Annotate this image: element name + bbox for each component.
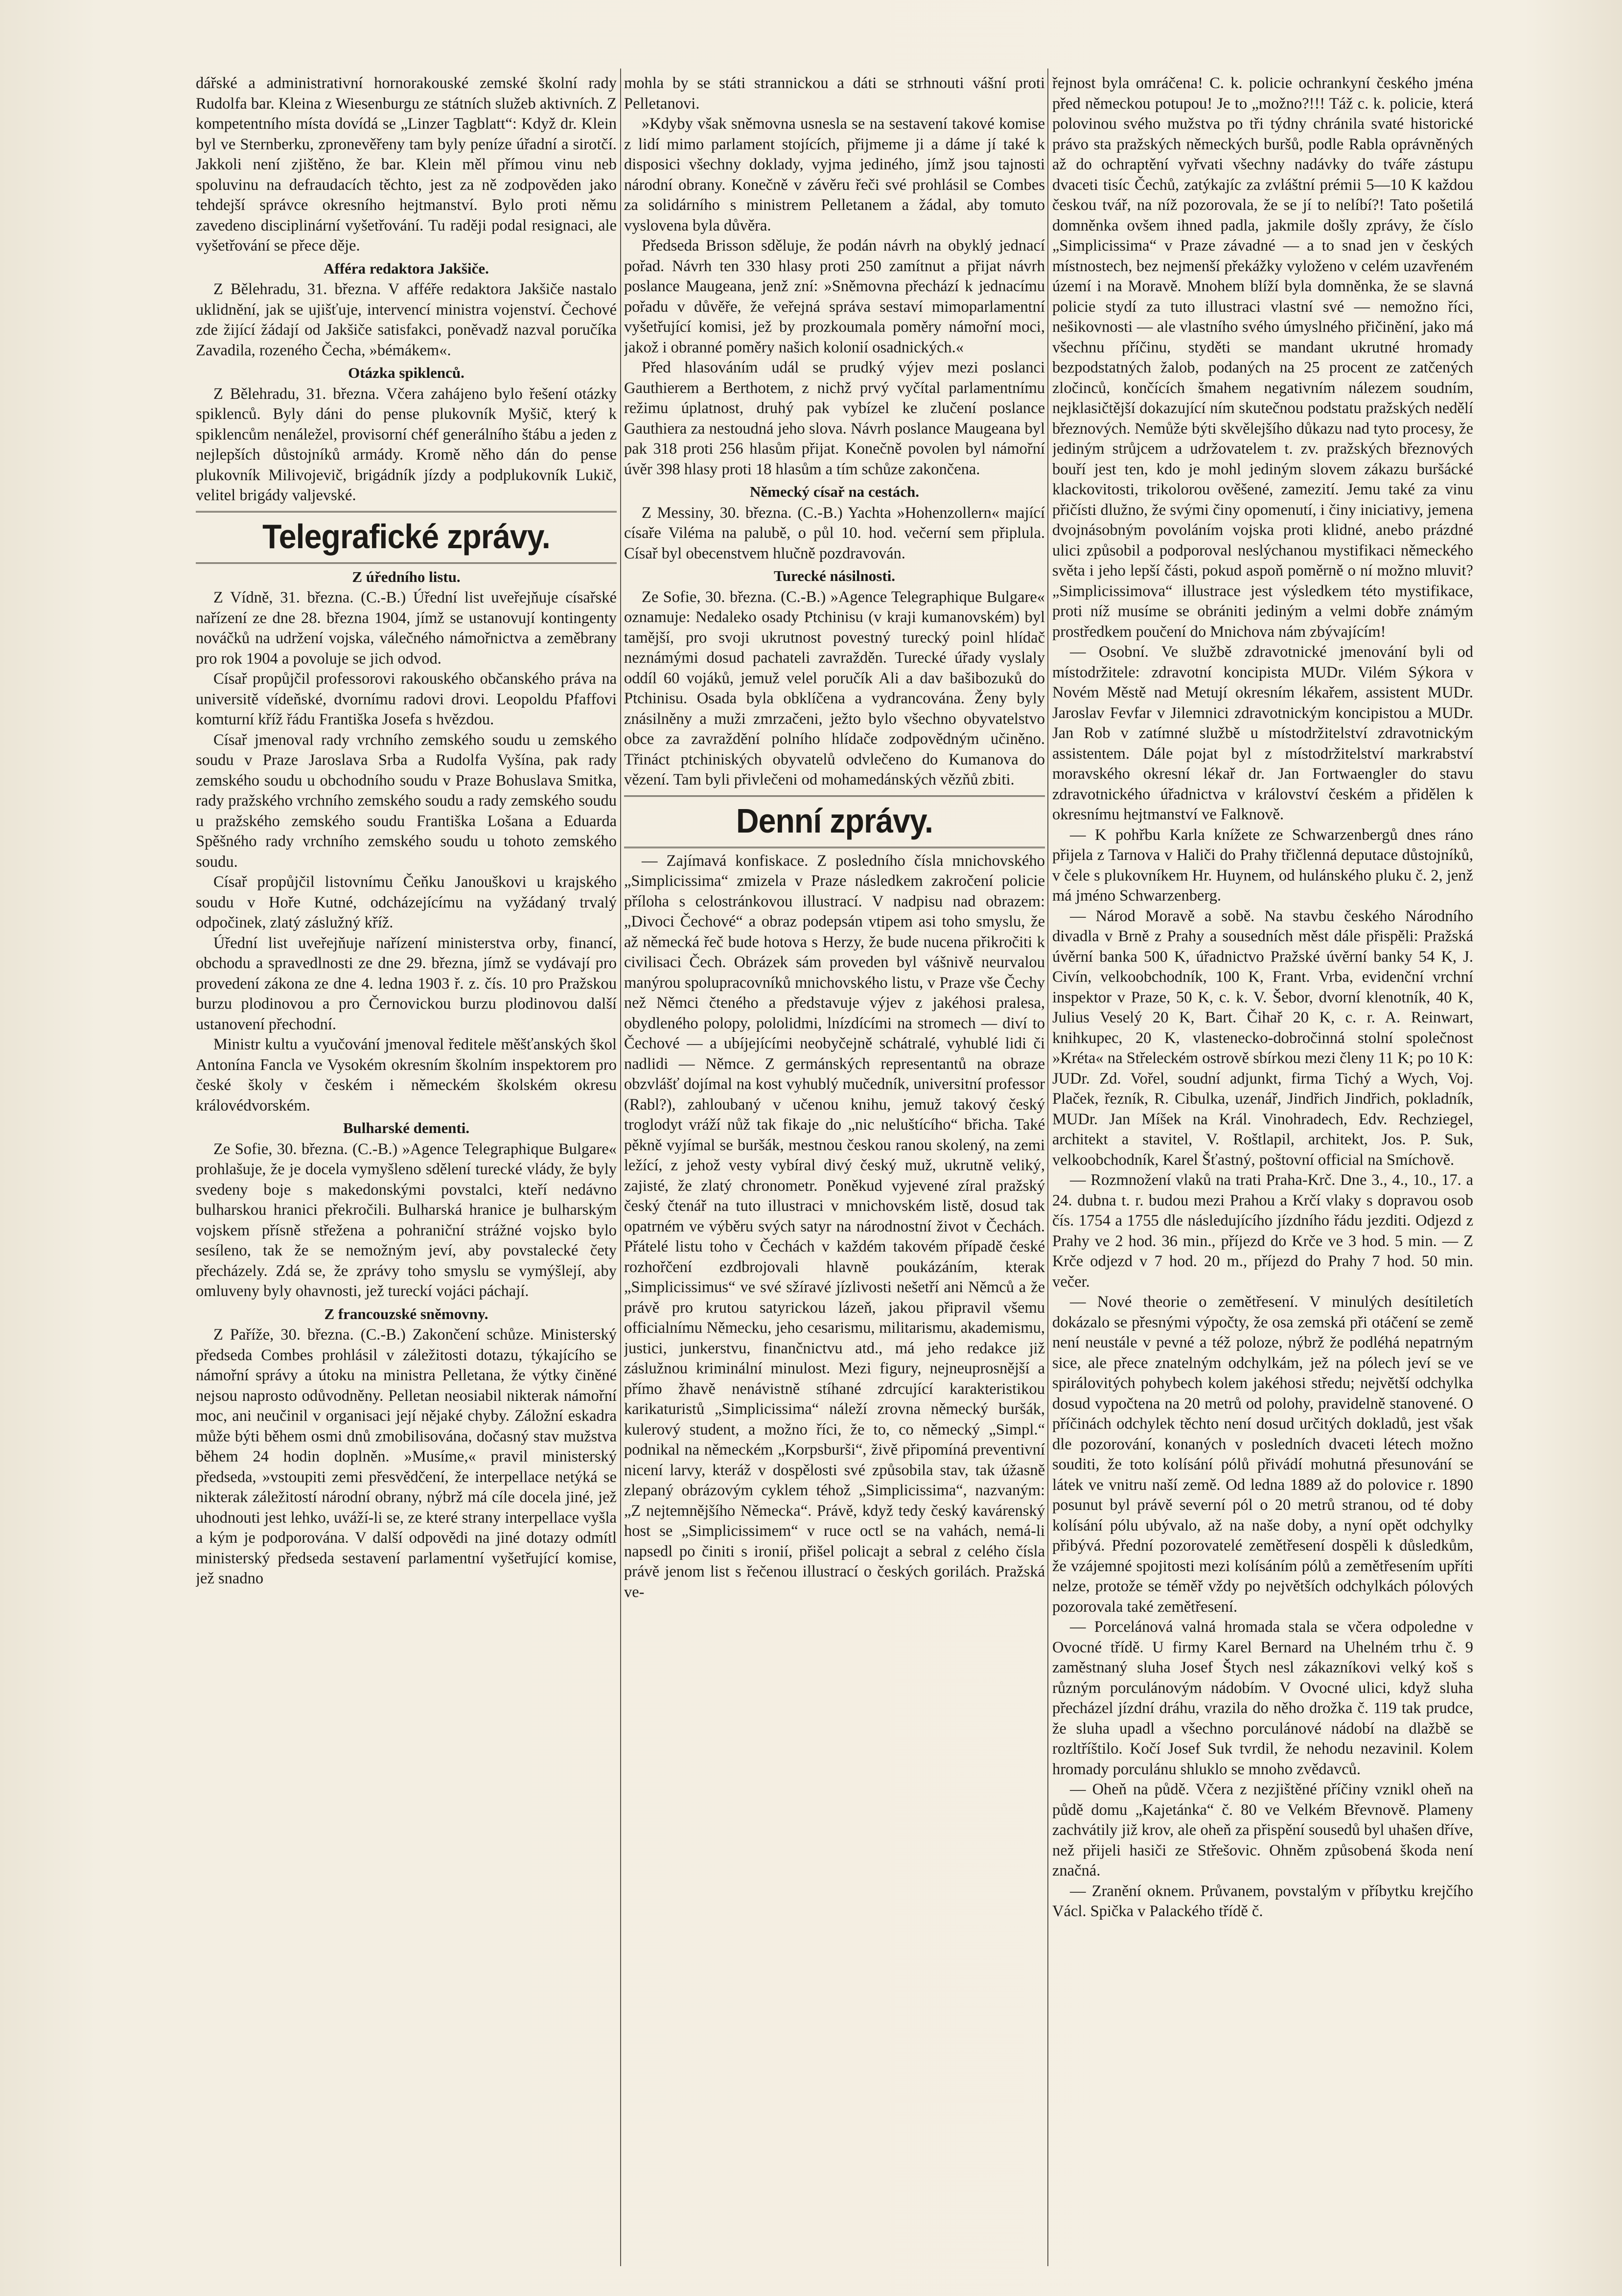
article-paragraph: — Zranění oknem. Průvanem, povstalým v příbytku krejčího Václ. Spička v Palackého třídě č. xyxy=(1052,1882,1473,1920)
article-paragraph: — Oheň na půdě. Včera z nezjištěné příčiny vznikl oheň na půdě domu „Kajetánka“ č. 80 ve Velkém Břevnově. Plameny zachvátily již krov, ale oheň za přispění sousedů byl uhašen dříve, než přijeli hasiči ze Střešovic. Ohněm způsobená škoda není značná. xyxy=(1052,1781,1473,1879)
article-paragraph: Ze Sofie, 30. března. (C.-B.) »Agence Telegraphique Bulgare« oznamuje: Nedaleko osady Ptchinisu (v kraji kumanovském) byl tamější, pro svoji ukrutnost povestný turecký poinl hlídač neznámými dosud pachateli zavražděn. Turecké úřady vyslaly oddíl 60 vojáků, jemuž velel poručík Ali a dav bašibozuků do Ptchinisu. Osada byla obklíčena a vydrancována. Ženy byly znásilněny a muži zmrzačeni, ježto bylo všechno obyvatelstvo obce za zavraždění polního hlídače zodpovědným učiněno. Třináct ptchiniských obyvatelů odvlečeno do Kumanova do vězení. Tam byli přivlečeni od mohamedánských vězňů zbiti. xyxy=(624,588,1045,789)
article-paragraph: Ze Sofie, 30. března. (C.-B.) »Agence Telegraphique Bulgare« prohlašuje, že je docela vymyšleno sdělení turecké vlády, že byly svedeny boje s makedonskými povstalci, kteří nedávno bulharskou hranici překročili. Bulharská hranice je bulharským vojskem přísně střežena a pohraniční strážné vojsko bylo sesíleno, tak že se nemožným jeví, aby povstalecké čety přecházely. Zdá se, že zprávy toho smyslu se vymýšlejí, aby omluveny byly ohavnosti, jež tureckí vojáci páchají. xyxy=(196,1140,617,1300)
article-paragraph: Z Messiny, 30. března. (C.-B.) Yachta »Hohenzollern« mající císaře Viléma na palubě, o půl 10. hod. večerní sem připlula. Císař byl obecenstvem hlučně pozdravován. xyxy=(624,504,1045,562)
article-paragraph: Ministr kultu a vyučování jmenoval ředitele měšťanských škol Antonína Fancla ve Vysokém okresním školním inspektorem pro české školy v českém i německém školském okresu královédvorském. xyxy=(196,1036,617,1114)
article-paragraph: Z Paříže, 30. března. (C.-B.) Zakončení schůze. Ministerský předseda Combes prohlásil v záležitosti dotazu, týkajícího se námořní správy a útoku na ministra Pelletana, že výtky činěné nejsou naprosto odůvodněny. Pelletan neosiabil nikterak námořní moc, ani neučinil v organisaci její nějaké chyby. Záložní eskadra může býti během osmi dnů zmobilisována, dočasný stav mužstva během 24 hodin doplněn. »Musíme,« pravil ministerský předseda, »vstoupiti zemi přesvědčení, že interpellace netýká se nikterak záležitostí národní obrany, nýbrž má cíle docela jiné, jež uhodnouti jest lehko, uváží-li se, ze které strany interpellace vyšla a kým je podporována. V další odpovědi na jiné dotazy odmítl ministerský předseda sestavení parlamentní vyšetřující komise, jež snadno xyxy=(196,1326,617,1587)
article-paragraph: »Kdyby však sněmovna usnesla se na sestavení takové komise z lidí mimo parlament stojících, přijmeme ji a dáme jí také k disposici všechny doklady, vyjma jediného, jímž jsou tajnosti národní obrany. Konečně v závěru řeči své prohlásil se Combes za solidárního s ministrem Pelletanem a žádal, aby tomuto vyslovena byla důvěra. xyxy=(624,115,1045,234)
section-divider xyxy=(196,511,617,512)
column-right xyxy=(1052,73,1473,2261)
section-title: Telegrafické zprávy. xyxy=(262,517,550,556)
article-paragraph: Z Bělehradu, 31. března. Včera zahájeno bylo řešení otázky spiklenců. Byly dáni do pense plukovník Myšič, který k spiklencům nenáležel, provisorní chéf generálního štábu a jeden z nejlepších důstojníků armády. Kromě něho dán do pense plukovník Milivojevič, brigádník jízdy a podplukovník Lukič, velitel brigády valjevské. xyxy=(196,385,617,504)
article-paragraph: — Zajímavá konfiskace. Z posledního čísla mnichovského „Simplicissima“ zmizela v Praze následkem zakročení policie příloha s celostránkovou illustrací. V nadpisu nad obrazem: „Divoci Čechové“ a obraz podepsán vtipem asi toho smyslu, že až německá řeč bude hotova s Herzy, že bude nucena přikročiti k civilisaci Čech. Obrázek sám proveden byl vášnivě neurvalou manýrou spolupracovníků mnichovského listu, v Praze vše Čechy než Němci čteného a představuje výjev z jakéhosi pralesa, obydleného polopy, pololidmi, lnízdícími na stromech — diví to Čechové — a ubíjejícími neobyčejně schátralé, vyhublé lidi či nadlidi — Němce. Z germánských representantů na obraze obzvlášť dojímal na kost vyhublý mučedník, universitní professor (Rabl?), zahloubaný v učenou knihu, jemuž takový český troglodyt vráží nůž tak fikaje do „nic neluštícího“ břicha. Také pěkně vyjímal se buršák, mestnou českou ranou skolený, na zemi ležící, z jehož vesty vybíral divý český muž, ukrutně veliký, zajisté, že zlatý chronometr. Poněkud vyjevené zíral pražský český čtenář na tuto illustraci v mnichovském listě, dosud tak opatrném ve výběru svých satyr na národnostní život v Čechách. Přátelé listu toho v Čechách v každém takovém případě české rozhořčení ezdbrojovali hlavně poukázáním, kterak „Simplicissimus“ ve své sžíravé jízlivosti nešetří ani Němců a že právě pro krutou satyrickou lázeň, jakou připravil všemu officialnímu Německu, jeho cesarismu, militarismu, akademismu, justici, junkerstvu, finančnictvu atd., má jeho redakce již záslužnou kriminální minulost. Mezi figury, nejneuprosnější a přímo žhavě nenávistně stíhané zdrcující karakteristikou karikaturistů „Simplicissima“ náleží zrovna německý buršák, kulerový student, a možno říci, že to, co německý „Simpl.“ podnikal na německém „Korpsburši“, živě připomíná preventivní nicení larvy, kteráž v dospělosti své způsobila stav, tak úžasně zlepaný obrázovým cyklem téhož „Simplicissima“, nazvaným: „Z nejtemnějšího Německa“. Právě, když tedy český kavárenský host se „Simplicissimem“ v ruce octl se na vahách, nemá-li napsedl po činiti s ironií, přišel policajt a sebral z celého čísla právě jenom list s řečenou illustrací o českých gorilách. Pražská ve- xyxy=(624,852,1045,1601)
section-title: Denní zprávy. xyxy=(736,801,933,840)
article-continuation: mohla by se státi strannickou a dáti se strhnouti vášní proti Pelletanovi. xyxy=(624,74,1045,113)
article-continuation: dářské a administrativní hornorakouské zemské školní rady Rudolfa bar. Kleina z Wiesenburgu ze státních služeb aktivních. Z kompetentního místa dovídá se „Linzer Tagblatt“: Když dr. Klein byl ve Sternberku, zpronevěřeny tam byly peníze úřadní a sirotčí. Jakkoli není zjištěno, že bar. Klein měl přímou vinu neb spoluvinu na defraudacích těchto, jest za ně zodpověden jako tehdejší správce okresního hejtmanství. Bylo proti němu zavedeno disciplinární vyšetřování. Tu raději podal resignaci, ale vyšetřování se přece děje. xyxy=(196,74,617,255)
article-paragraph: Císař propůjčil professorovi rakouského občanského práva na universitě vídeňské, dvornímu radovi drovi. Leopoldu Pfaffovi komturní kříž řádu Františka Josefa s hvězdou. xyxy=(196,670,617,728)
article-paragraph: Z Vídně, 31. března. (C.-B.) Úřední list uveřejňuje císařské nařízení ze dne 28. března 1904, jímž se ustanovují kontingenty nováčků na udržení vojska, válečného námořnictva a zeměbrany pro rok 1904 a povoluje se jich odvod. xyxy=(196,589,617,668)
article-paragraph: — Národ Moravě a sobě. Na stavbu českého Národního divadla v Brně z Prahy a sousedních měst dále přispěli: Pražská úvěrní banka 500 K, úřadnictvo Pražské úvěrní banky 54 K, J. Civín, velkoobchodník, 100 K, Frant. Vrba, evidenční vrchní inspektor v Praze, 50 K, c. k. V. Šebor, dvorní klenotník, 40 K, Julius Veselý 20 K, Bart. Čihař 20 K, c. r. A. Reinwart, knihkupec, 20 K, vlastenecko-dobročinná stolní společnost »Kréta« na Střeleckém ostrově sbírkou mezi členy 11 K; po 10 K: JUDr. Zd. Vořel, soudní adjunkt, firma Tichý a Wych, Voj. Plaček, řezník, R. Cibulka, uzenář, Jindřich Jindřich, pokladník, MUDr. Jan Míšek na Král. Vinohradech, Edv. Rechziegel, architekt a stavitel, V. Roštlapil, architekt, Jos. P. Suk, velkoobchodník, Karel Šťastný, poštovní official na Smíchově. xyxy=(1052,907,1473,1169)
article-heading: Otázka spiklenců. xyxy=(348,364,464,381)
column-rule xyxy=(1047,69,1048,2266)
article-paragraph: Z Bělehradu, 31. března. V afféře redaktora Jakšiče nastalo uklidnění, jak se ujišťuje, intervencí ministra vojenství. Čechové zde žijící žádají od Jakšiče satisfakci, poněvadž nazval poručíka Zavadila, rozeného Čecha, »bémákem«. xyxy=(196,280,617,359)
article-heading: Z francouzské sněmovny. xyxy=(324,1305,488,1322)
article-heading: Z úředního listu. xyxy=(352,568,461,585)
column-middle xyxy=(624,73,1045,2261)
column-left xyxy=(196,73,617,2261)
article-paragraph: Předseda Brisson sděluje, že podán návrh na obyklý jednací pořad. Návrh ten 330 hlasy proti 250 zamítnut a přijat návrh poslance Maugeana, jenž zní: »Sněmovna přechází k jednacímu pořadu v důvěře, že veřejná správa sestaví mimoparlamentní vyšetřující komisi, jež by prozkoumala poměry námořní moci, jakož i obranné poměry našich kolonií osadnických.« xyxy=(624,237,1045,356)
article-heading: Turecké násilnosti. xyxy=(773,567,896,584)
article-paragraph: — Porcelánová valná hromada stala se včera odpoledne v Ovocné třídě. U firmy Karel Bernard na Uhelném trhu č. 9 zaměstnaný sluha Josef Štych nesl zákazníkovi velký koš s různým porculánovým nádobím. V Ovocné ulici, když sluha přecházel jízdní dráhu, vrazila do něho drožka č. 119 tak prudce, že sluha upadl a všechno porculánové nádobí na dlažbě se rozltříštilo. Kočí Josef Suk tvrdil, že nehodu nezavinil. Kolem hromady porculánu shluklo se mnoho zvědavců. xyxy=(1052,1618,1473,1778)
article-heading: Německý císař na cestách. xyxy=(749,483,920,500)
article-paragraph: Před hlasováním udál se prudký výjev mezi poslanci Gauthierem a Berthotem, z nichž prvý vyčítal parlamentnímu režimu úplatnost, druhý pak vybízel ke zlučení poslance Gauthiera za nestoudná jeho slova. Návrh poslance Maugeana byl pak 318 proti 256 hlasům přijat. Konečně povolen byl námořní úvěr 398 hlasy proti 18 hlasům a tím schůze zakončena. xyxy=(624,359,1045,478)
article-paragraph: Císař jmenoval rady vrchního zemského soudu u zemského soudu v Praze Jaroslava Srba a Rudolfa Vyšína, pak rady zemského soudu u obchodního soudu v Praze Bohuslava Smitka, rady pražského vrchního zemského soudu a rady zemského soudu u pražského zemského soudu Františka Lošana a Eduarda Spěšného rady vrchního zemského soudu u tohoto zemského soudu. xyxy=(196,731,617,871)
article-paragraph: — K pohřbu Karla knížete ze Schwarzenbergů dnes ráno přijela z Tarnova v Haliči do Prahy třičlenná deputace důstojníků, v čele s plukovníkem Hr. Huynem, od hulánského pluku č. 2, jenž má jméno Schwarzenberg. xyxy=(1052,826,1473,904)
article-paragraph: Císař propůjčil listovnímu Čeňku Janouškovi u krajského soudu v Hoře Kutné, odcházejícímu na vyžádaný trvalý odpočinek, zlatý záslužný kříž. xyxy=(196,873,617,931)
article-paragraph: — Nové theorie o zemětřesení. V minulých desítiletích dokázalo se přesnými výpočty, že osa zemská při otáčení se země není neustále v pevné a též poloze, nýbrž že podléhá nepatrným sice, ale přece znatelným odchylkám, jež na pólech jeví se ve spirálovitých pohybech kolem jakéhosi středu; největší odchylka dosud vypočtena na 20 metrů od polohy, pravidelně stanovené. O příčinách odchylek těchto není dosud určitých dokladů, jest však dle pozorování, konaných v posledních dvaceti létech možno souditi, že toto kolísání pólů přivádí mohutná přesunování se látek ve vnitru naší země. Od ledna 1889 až do polovice r. 1890 posunut byl právě severní pól o 20 metrů stranou, od té doby kolísání pólu ubývalo, až na naše doby, a nyní opět odchylky přibývá. Přední pozorovatelé zemětřesení dospěli k důsledkům, že vzájemné spojitosti mezi kolísáním pólů a zemětřesením upříti nelze, protože se téměř vždy po největších odchylkách pólových pozorovala také zemětřesení. xyxy=(1052,1293,1473,1616)
section-divider xyxy=(624,795,1045,797)
column-rule xyxy=(620,69,621,2266)
section-divider xyxy=(624,847,1045,848)
article-continuation: řejnost byla omráčena! C. k. policie ochrankyní českého jména před německou potupou! Je to „možno?!!! Táž c. k. policie, která polovinou svého mužstva po tři týdny chránila svaté historické právo sta pražských německých buršů, podle Rabla oprávněných až do ochraptění vyřvati všechny nadávky do tváře zástupu dvaceti tisíc Čechů, zatýkajíc za zvláštní prémii 5—10 K každou českou tvář, na níž pozorovala, že se jí to nelíbí?! Tato pošetilá domněnka ovšem ihned padla, jakmile došly zprávy, že číslo „Simplicissima“ v Praze závadné — a to snad jen v českých místnostech, bez nejmenší překážky vyloženo v celém uzavřeném území i na Moravě. Mnohem blíží byla domněnka, že se slavná policie stydí za tuto illustraci vlastní své — nemožno říci, nešikovnosti — ale vlastního svého úmyslného přičinění, jako má všechnu příčinu, styděti se mandant ukrutné hromady bezpodstatných žalob, podaných na 25 procent ze zatčených zločinců, končících šmahem negativním nálezem soudním, nejklasičtější dokazující ním skutečnou podstatu pražských nedělí březnových. Nemůže býti skvělejšího důkazu nad tyto procesy, že jediným strůjcem a udržovatelem t. zv. pražských březnových bouří jest ten, kdo je mohl jediným slovem zákazu buršácké klackovitosti, trikolorou ověšené, zamezití. Jemu také za vinu přičísti dlužno, že svými činy opomenutí, i činy iniciativy, jemena dvojnásobným povoláním vojska proti klidné, anebo prázdné ulici způsobil a podporoval neslýchanou mystifikaci německého světa i jeho lepší části, pokud aspoň poměrně o ní možno mluvit? „Simplicissimova“ illustrace jest výsledkem této mystifikace, proti níž musíme se obrániti jediným a velmi dobře známým prostředkem poučení do Mnichova nám zbývajícím! xyxy=(1052,74,1473,641)
article-heading: Bulharské dementi. xyxy=(343,1119,470,1136)
article-paragraph: — Rozmnožení vlaků na trati Praha-Krč. Dne 3., 4., 10., 17. a 24. dubna t. r. budou mezi Prahou a Krčí vlaky s dopravou osob čís. 1754 a 1755 dle následujícího jízdního řádu jezditi. Odjezd z Prahy ve 2 hod. 36 min., příjezd do Krče ve 3 hod. 5 min. — Z Krče odjezd v 7 hod. 20 m., příjezd do Prahy 7 hod. 50 min. večer. xyxy=(1052,1171,1473,1291)
article-paragraph: — Osobní. Ve službě zdravotnické jmenování byli od místodržitele: zdravotní koncipista MUDr. Vilém Sýkora v Novém Městě nad Metují okresním lékařem, assistent MUDr. Jaroslav Fevfar v Jilemnici zdravotnickým koncipistou a MUDr. Jan Rob v zatímné službě u místodržitelství zdravotnickým assistentem. Dále pojat byl z místodržitelství markrabství moravského okresní lékař dr. Jan Fortwaengler do stavu zdravotnického úřadnictva v království českém a přidělen k okresnímu hejtmanství ve Falknově. xyxy=(1052,643,1473,823)
article-paragraph: Úřední list uveřejňuje nařízení ministerstva orby, financí, obchodu a spravedlnosti ze dne 29. března, jímž se vydávají pro provedení zákona ze dne 4. ledna 1903 ř. z. čís. 10 pro Pražskou burzu plodinovou a pro Černovickou burzu plodinovou další ustanovení přechodní. xyxy=(196,934,617,1033)
section-divider xyxy=(196,562,617,564)
article-heading: Afféra redaktora Jakšiče. xyxy=(324,259,489,277)
